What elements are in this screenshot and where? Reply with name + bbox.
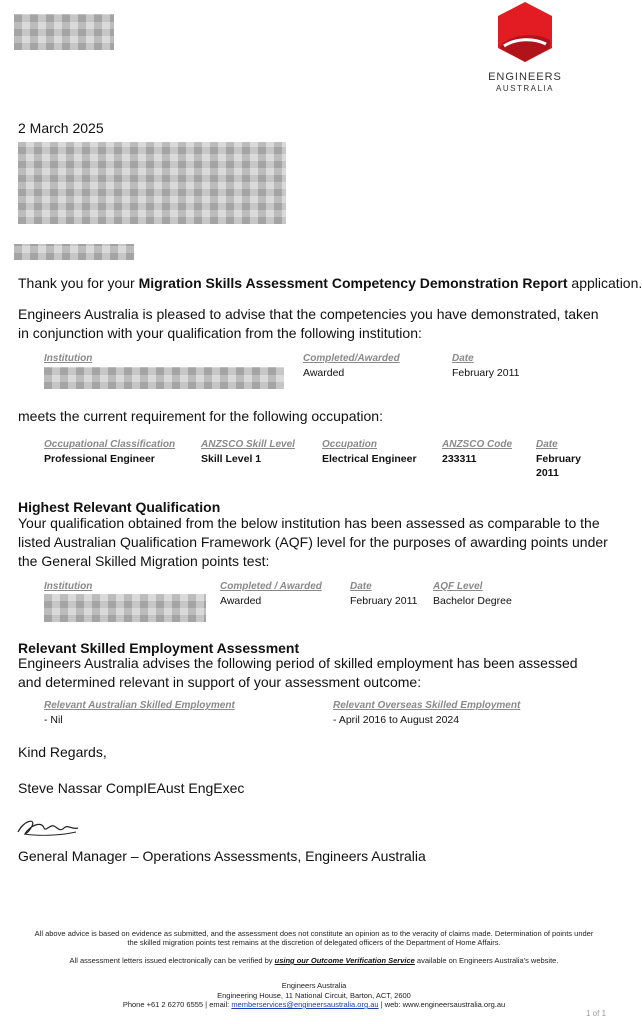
- completed-awarded-header: Completed/Awarded: [303, 353, 400, 364]
- date-header: Date: [452, 353, 474, 364]
- occupation-value: Electrical Engineer: [322, 453, 417, 465]
- signatory-name: Steve Nassar CompIEAust EngExec: [18, 780, 245, 796]
- qual-institution-header: Institution: [44, 581, 93, 592]
- outcome-verification-link[interactable]: using our Outcome Verification Service: [274, 956, 415, 965]
- contact-prefix: Phone +61 2 6270 6555 | email:: [122, 1000, 232, 1009]
- hexagon-logo-icon: [480, 0, 580, 70]
- date-value: February 2011: [452, 367, 520, 379]
- signatory-title: General Manager – Operations Assessments, Engineers Australia: [18, 848, 426, 864]
- completed-value: Awarded: [303, 367, 345, 379]
- occupation-header: Occupation: [322, 439, 378, 450]
- intro-prefix: Thank you for your: [18, 275, 139, 291]
- redacted-reference: [14, 14, 114, 50]
- competency-paragraph: Engineers Australia is pleased to advise that the competencies you have demonstrated, taken in conjunction with your qualification from the following institution:: [18, 306, 599, 341]
- verification-notice: [0, 956, 628, 966]
- redacted-qual-institution: [44, 594, 206, 622]
- overseas-employment-header: Relevant Overseas Skilled Employment: [333, 700, 521, 711]
- logo-name: ENGINEERS: [488, 71, 562, 83]
- verify-prefix: All assessment letters issued electronically can be verified by: [69, 956, 275, 965]
- skill-level-value: Skill Level 1: [201, 453, 262, 465]
- classification-value: Professional Engineer: [44, 453, 155, 465]
- footer-org: Engineers Australia: [281, 981, 347, 990]
- aqf-level-header: AQF Level: [433, 581, 483, 592]
- email-link[interactable]: memberservices@engineersaustralia.org.au: [231, 1000, 379, 1009]
- anzsco-code-value: 233311: [442, 453, 477, 465]
- disclaimer-line-2: the skilled migration points test remains at the discretion of delegated officers of the Department of Home Affairs.: [127, 938, 501, 947]
- occupation-date-value: February 2011: [536, 453, 581, 479]
- qual-completed-value: Awarded: [220, 595, 262, 607]
- intro-application-type: Migration Skills Assessment Competency Demonstration Report: [138, 275, 568, 291]
- letter-date: 2 March 2025: [18, 120, 104, 136]
- signature-image: [14, 812, 84, 842]
- qual-completed-header: Completed / Awarded: [220, 581, 322, 592]
- employment-heading: Relevant Skilled Employment Assessment: [18, 640, 300, 656]
- footer-contact: [0, 1000, 628, 1010]
- redacted-institution: [44, 367, 284, 389]
- qualification-paragraph: Your qualification obtained from the below institution has been assessed as comparable to the listed Australian Qualification Framework (AQF) level for the purposes of awarding points under the General Skilled Migration points test:: [18, 515, 608, 569]
- qual-date-header: Date: [350, 581, 372, 592]
- redacted-address: [18, 142, 286, 224]
- engineers-australia-logo: [480, 0, 580, 100]
- verify-suffix: available on Engineers Australia's website.: [414, 956, 559, 965]
- contact-suffix: | web: www.engineersaustralia.org.au: [378, 1000, 506, 1009]
- occupational-classification-header: Occupational Classification: [44, 439, 176, 450]
- anzsco-skill-level-header: ANZSCO Skill Level: [201, 439, 295, 450]
- australian-employment-value: - Nil: [44, 714, 63, 726]
- footer-address: Engineering House, 11 National Circuit, Barton, ACT, 2600: [217, 991, 411, 1000]
- aqf-level-value: Bachelor Degree: [433, 595, 512, 607]
- intro-paragraph: [18, 274, 642, 293]
- disclaimer-line-1: All above advice is based on evidence as submitted, and the assessment does not constitute an opinion as to the veracity of claims made. Determination of points under: [34, 929, 594, 938]
- qual-date-value: February 2011: [350, 595, 418, 607]
- employment-paragraph: Engineers Australia advises the following period of skilled employment has been assessed and determined relevant in support of your assessment outcome:: [18, 655, 578, 690]
- anzsco-code-header: ANZSCO Code: [442, 439, 512, 450]
- meets-paragraph: meets the current requirement for the following occupation:: [18, 408, 383, 424]
- intro-suffix: application.: [567, 275, 642, 291]
- page-number: 1 of 1: [586, 1009, 607, 1018]
- occupation-date-header: Date: [536, 439, 558, 450]
- redacted-salutation: [14, 244, 134, 260]
- australian-employment-header: Relevant Australian Skilled Employment: [44, 700, 235, 711]
- institution-header: Institution: [44, 353, 93, 364]
- overseas-employment-value: - April 2016 to August 2024: [333, 714, 460, 726]
- qualification-heading: Highest Relevant Qualification: [18, 499, 221, 515]
- kind-regards: Kind Regards,: [18, 744, 107, 760]
- logo-sub: AUSTRALIA: [496, 84, 554, 93]
